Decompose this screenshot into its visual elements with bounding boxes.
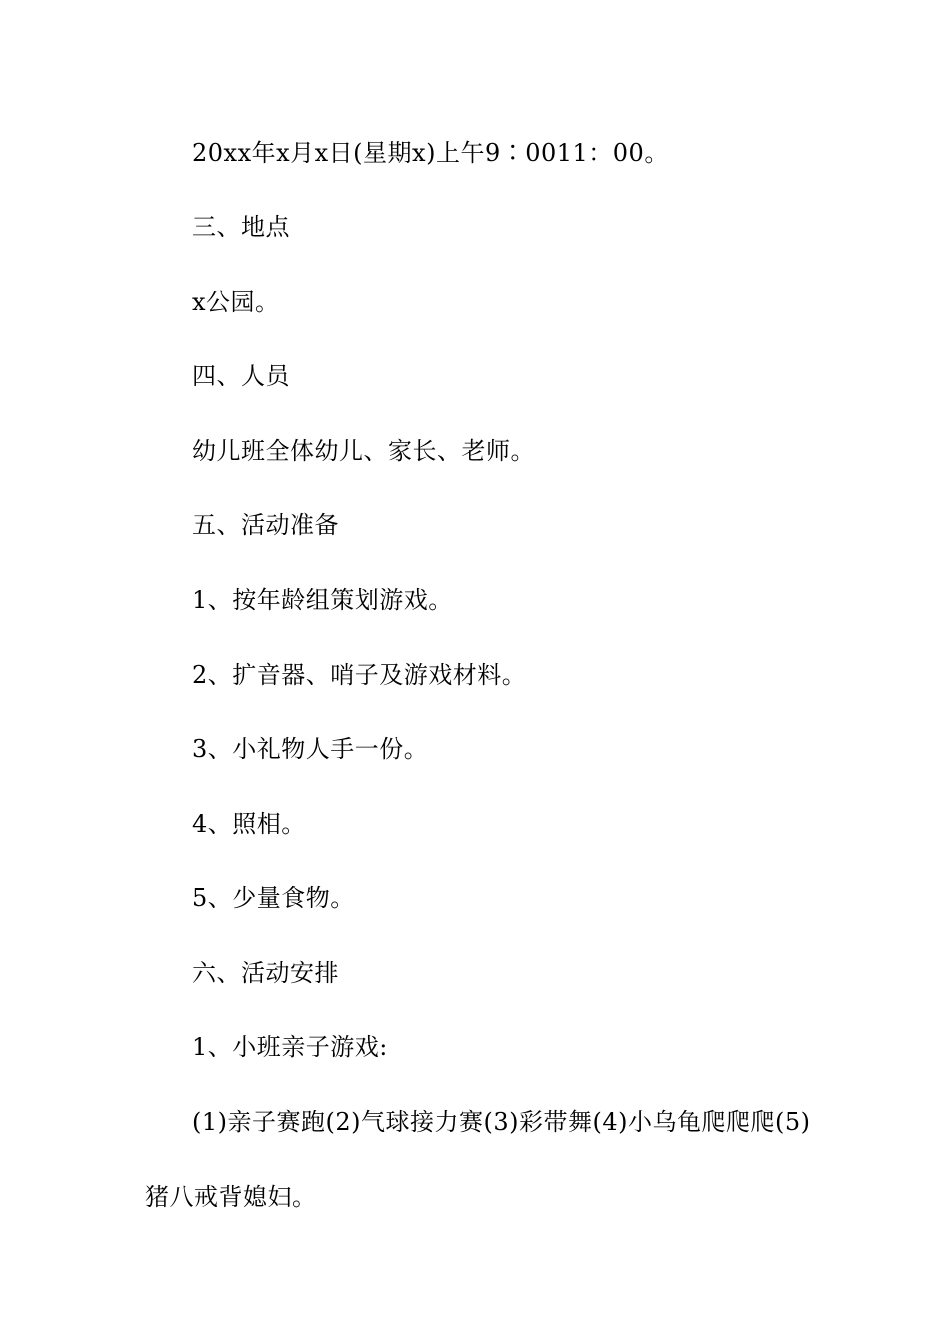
participants-text: 幼儿班全体幼儿、家长、老师。	[192, 437, 535, 465]
section-heading-location: 三、地点	[192, 213, 290, 241]
section-heading-participants: 四、人员	[192, 362, 290, 390]
location-text: x公园。	[192, 288, 280, 316]
section-heading-preparation: 五、活动准备	[192, 511, 339, 539]
games-list-line-1: (1)亲子赛跑(2)气球接力赛(3)彩带舞(4)小乌龟爬爬爬(5)	[192, 1108, 811, 1136]
preparation-item-5: 5、少量食物。	[192, 884, 355, 912]
preparation-item-3: 3、小礼物人手一份。	[192, 735, 429, 763]
preparation-item-2: 2、扩音器、哨子及游戏材料。	[192, 661, 527, 689]
section-heading-schedule: 六、活动安排	[192, 959, 339, 987]
games-list-line-2: 猪八戒背媳妇。	[145, 1183, 317, 1211]
preparation-item-4: 4、照相。	[192, 810, 306, 838]
preparation-item-1: 1、按年龄组策划游戏。	[192, 586, 453, 614]
date-time-line: 20xx年x月x日(星期x)上午9∶0011：00。	[192, 139, 669, 167]
schedule-item-1: 1、小班亲子游戏:	[192, 1033, 388, 1061]
